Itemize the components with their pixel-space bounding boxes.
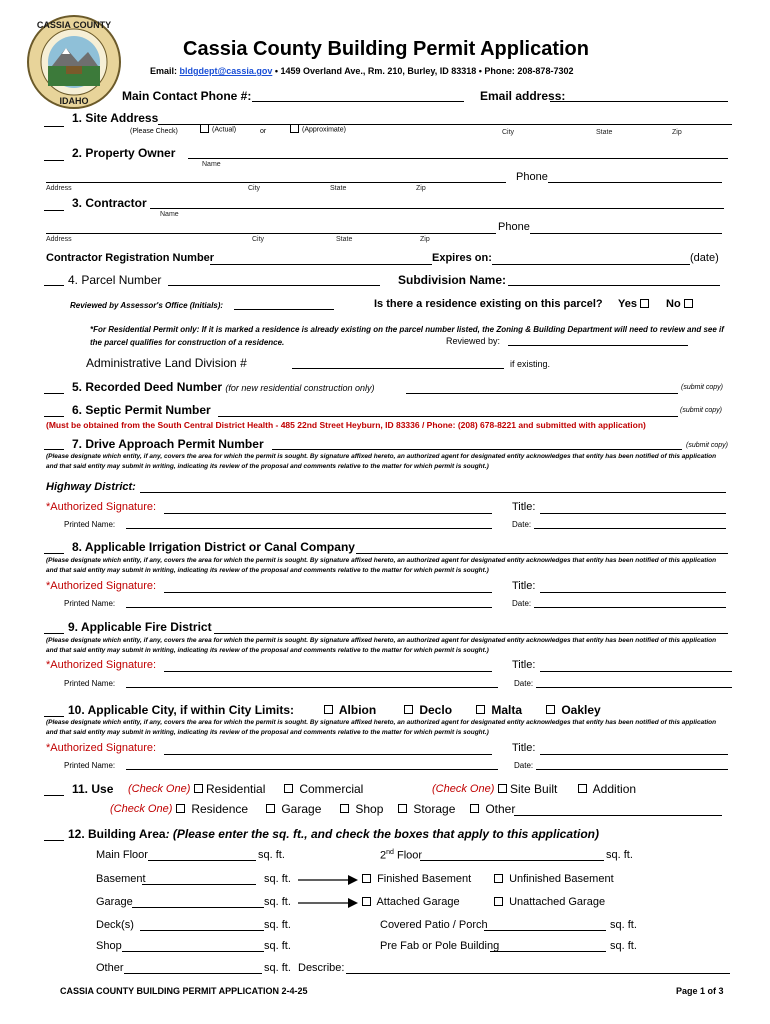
albion-checkbox[interactable] (324, 705, 333, 714)
owner-name-field[interactable] (188, 158, 728, 159)
contractor-label: 3. Contractor (72, 196, 147, 210)
residence-yes-checkbox[interactable] (640, 299, 649, 308)
irrigation-printed-name-field[interactable] (126, 607, 492, 608)
use-site-built-option[interactable] (498, 782, 557, 796)
garage-label: Garage (281, 802, 322, 816)
septic-permit-field[interactable] (218, 416, 678, 417)
deed-note: (for new residential construction only) (225, 383, 375, 393)
city-option-malta[interactable] (476, 703, 522, 717)
expires-label: Expires on: (432, 252, 492, 264)
parcel-number-label: 4. Parcel Number (68, 273, 162, 287)
covered-patio-label: Covered Patio / Porch (380, 919, 488, 931)
deed-number-label (72, 380, 374, 394)
fire-title-label: Title: (512, 659, 536, 671)
other-label: Other (485, 802, 516, 816)
drive-printed-name-label: Printed Name: (64, 520, 116, 529)
building-area-instructions: : (Please enter the sq. ft., and check the boxes that apply to this application) (165, 827, 599, 841)
site-address-label: 1. Site Address (72, 111, 159, 125)
attached-garage-option[interactable] (362, 896, 460, 908)
office-address: • 1459 Overland Ave., Rm. 210, Burley, ID 83318 • Phone: 208-878-7302 (274, 66, 574, 76)
unfinished-basement-option[interactable] (494, 873, 614, 885)
actual-checkbox[interactable] (200, 124, 209, 133)
reviewed-by-field[interactable] (508, 345, 688, 346)
use-addition-option[interactable] (578, 782, 636, 796)
city-check-blank[interactable] (44, 716, 64, 717)
residence-no-option[interactable] (666, 298, 696, 310)
city-date-field[interactable] (536, 769, 728, 770)
residence-yes-label: Yes (618, 298, 637, 310)
site-address-check-blank[interactable] (44, 126, 64, 127)
contractor-phone-label: Phone (498, 221, 530, 233)
contractor-check-blank[interactable] (44, 210, 64, 211)
site-state-caption: State (596, 129, 613, 136)
deed-number-field[interactable] (406, 393, 678, 394)
date-paren-label: (date) (690, 252, 719, 264)
residence-question: Is there a residence existing on this parcel? (374, 298, 603, 310)
shop-checkbox[interactable] (340, 804, 349, 813)
shop-label: Shop (355, 802, 384, 816)
garage-sqft: sq. ft. (264, 896, 291, 908)
pre-fab-label: Pre Fab or Pole Building (380, 940, 500, 952)
malta-label: Malta (491, 703, 523, 717)
contractor-registration-label: Contractor Registration Number (46, 252, 215, 264)
drive-approach-check-blank[interactable] (44, 449, 64, 450)
residence-no-label: No (666, 298, 681, 310)
garage-area-label: Garage (96, 896, 133, 908)
describe-field[interactable] (346, 973, 730, 974)
irrigation-district-field[interactable] (356, 553, 728, 554)
addition-label: Addition (592, 782, 637, 796)
actual-option[interactable] (200, 126, 236, 133)
page-number: Page 1 of 3 (676, 986, 724, 996)
county-seal-logo (26, 14, 122, 110)
owner-address-caption: Address (46, 185, 72, 192)
city-printed-name-field[interactable] (126, 769, 498, 770)
other-area-field[interactable] (124, 973, 262, 974)
subdivision-label: Subdivision Name: (398, 273, 507, 287)
unattached-garage-label: Unattached Garage (509, 896, 606, 908)
contractor-registration-field[interactable] (210, 264, 432, 265)
residential-permit-note: *For Residential Permit only: If it is marked a residence is already existing on the parcel number listed, the Zoning & Building Department will need to review and see if the parcel qualifies for construction of a residence. (90, 325, 724, 347)
site-address-field[interactable] (158, 124, 732, 125)
owner-phone-label: Phone (516, 171, 548, 183)
describe-label: Describe: (298, 962, 345, 974)
unfinished-basement-label: Unfinished Basement (509, 873, 614, 885)
contractor-zip-caption: Zip (420, 236, 430, 243)
other-sqft: sq. ft. (264, 962, 291, 974)
covered-patio-sqft: sq. ft. (610, 919, 637, 931)
reviewed-by-label: Reviewed by: (446, 336, 501, 346)
residential-checkbox[interactable] (194, 784, 203, 793)
main-floor-sqft: sq. ft. (258, 849, 285, 861)
deed-number-text: 5. Recorded Deed Number (72, 380, 223, 394)
owner-address-field[interactable] (46, 182, 506, 183)
use-label: 11. Use (72, 782, 114, 796)
city-title-label: Title: (512, 742, 536, 754)
drive-auth-signature-label: *Authorized Signature: (46, 501, 157, 513)
owner-phone-field[interactable] (548, 182, 722, 183)
basement-sqft: sq. ft. (264, 873, 291, 885)
septic-permit-label: 6. Septic Permit Number (72, 403, 211, 417)
shop-sqft: sq. ft. (264, 940, 291, 952)
deed-check-blank[interactable] (44, 393, 64, 394)
second-floor-label: 2nd Floor (380, 849, 423, 862)
fire-designate-note: (Please designate which entity, if any, covers the area for which the permit is sought. By signature affixed hereto, an authorized agent for designated entity acknowledges that entity has been notified of this application and that said entity may submit in writing, indicating its review of the proposal and comments relative to the matter for which permit is sought.) (46, 637, 717, 654)
declo-checkbox[interactable] (404, 705, 413, 714)
if-existing-label: if existing. (510, 359, 551, 369)
building-area-text: 12. Building Area (68, 827, 166, 841)
covered-patio-field[interactable] (484, 930, 606, 931)
city-printed-name-label: Printed Name: (64, 761, 116, 770)
storage-label: Storage (413, 802, 456, 816)
drive-designate-note: (Please designate which entity, if any, covers the area for which the permit is sought. By signature affixed hereto, an authorized agent for designated entity acknowledges that entity has been notified of this application and that said entity may submit in writing, indicating its review of the proposal and comments relative to the matter for which permit is sought.) (46, 453, 717, 470)
email-link[interactable]: bldgdept@cassia.gov (179, 66, 273, 76)
use-residence-option[interactable] (176, 802, 248, 816)
site-built-label: Site Built (510, 782, 558, 796)
fire-printed-name-field[interactable] (126, 687, 498, 688)
parcel-check-blank[interactable] (44, 285, 64, 286)
irrigation-date-label: Date: (512, 599, 532, 608)
email-label: Email: (150, 66, 178, 76)
svg-text:CASSIA COUNTY: CASSIA COUNTY (36, 20, 112, 30)
malta-checkbox[interactable] (476, 705, 485, 714)
residence-label: Residence (191, 802, 249, 816)
site-city-caption: City (502, 129, 515, 136)
city-title-field[interactable] (540, 754, 728, 755)
second-floor-sqft: sq. ft. (606, 849, 633, 861)
declo-label: Declo (419, 703, 453, 717)
city-option-oakley[interactable] (546, 703, 601, 717)
approximate-label: (Approximate) (302, 126, 346, 134)
addition-checkbox[interactable] (578, 784, 587, 793)
finished-basement-checkbox[interactable] (362, 874, 371, 883)
applicable-city-label: 10. Applicable City, if within City Limits: (68, 703, 295, 717)
garage-checkbox[interactable] (266, 804, 275, 813)
use-residential-option[interactable] (194, 782, 265, 796)
albion-label: Albion (338, 703, 377, 717)
finished-basement-option[interactable] (362, 873, 471, 885)
parcel-number-field[interactable] (168, 285, 380, 286)
garage-area-field[interactable] (132, 907, 264, 908)
attached-garage-label: Attached Garage (376, 896, 460, 908)
contractor-state-caption: State (336, 236, 353, 243)
use-other-field[interactable] (514, 815, 722, 816)
contractor-city-caption: City (252, 236, 265, 243)
admin-land-division-label: Administrative Land Division # (86, 356, 247, 370)
use-check-one-label: (Check One) (128, 783, 191, 795)
pre-fab-field[interactable] (490, 951, 606, 952)
second-floor-field[interactable] (420, 860, 604, 861)
septic-check-blank[interactable] (44, 416, 64, 417)
fire-date-label: Date: (514, 679, 534, 688)
septic-submit-copy: (submit copy) (680, 407, 723, 414)
finished-basement-label: Finished Basement (377, 873, 472, 885)
fire-check-blank[interactable] (44, 633, 64, 634)
main-floor-field[interactable] (148, 860, 256, 861)
site-zip-caption: Zip (672, 129, 682, 136)
shop-area-field[interactable] (122, 951, 264, 952)
assessor-initials-field[interactable] (234, 309, 334, 310)
irrigation-auth-signature-field[interactable] (164, 592, 492, 593)
please-check-label: (Please Check) (130, 128, 178, 135)
shop-area-label: Shop (96, 940, 122, 952)
main-floor-label: Main Floor (96, 849, 148, 861)
unfinished-basement-checkbox[interactable] (494, 874, 503, 883)
assessor-initials-label: Reviewed by Assessor's Office (Initials): (70, 301, 224, 310)
contractor-address-field[interactable] (46, 233, 496, 234)
commercial-checkbox[interactable] (284, 784, 293, 793)
commercial-label: Commercial (299, 782, 364, 796)
drive-submit-copy: (submit copy) (686, 442, 729, 449)
contractor-phone-field[interactable] (530, 233, 722, 234)
attached-garage-checkbox[interactable] (362, 897, 371, 906)
fire-auth-signature-label: *Authorized Signature: (46, 659, 157, 671)
approximate-checkbox[interactable] (290, 124, 299, 133)
contractor-address-caption: Address (46, 236, 72, 243)
fire-auth-signature-field[interactable] (164, 671, 492, 672)
irrigation-designate-note: (Please designate which entity, if any, covers the area for which the permit is sought. By signature affixed hereto, an authorized agent for designated entity acknowledges that entity has been notified of this application and that said entity may submit in writing, indicating its review of the proposal and comments relative to the matter for which permit is sought.) (46, 557, 717, 574)
basement-label: Basement (96, 873, 146, 885)
main-phone-field[interactable] (252, 101, 464, 102)
irrigation-date-field[interactable] (534, 607, 726, 608)
approximate-option[interactable] (290, 126, 346, 133)
city-option-albion[interactable] (324, 703, 376, 717)
use-storage-option[interactable] (398, 802, 455, 816)
irrigation-title-field[interactable] (540, 592, 726, 593)
building-area-check-blank[interactable] (44, 840, 64, 841)
city-designate-note: (Please designate which entity, if any, covers the area for which the permit is sought. By signature affixed hereto, an authorized agent for designated entity acknowledges that entity has been notified of this application and that said entity may submit in writing, indicating its review of the proposal and comments relative to the matter for which permit is sought.) (46, 719, 717, 736)
fire-date-field[interactable] (536, 687, 732, 688)
basement-field[interactable] (142, 884, 256, 885)
decks-label: Deck(s) (96, 919, 134, 931)
irrigation-district-label: 8. Applicable Irrigation District or Canal Company (72, 540, 355, 554)
pre-fab-sqft: sq. ft. (610, 940, 637, 952)
drive-auth-signature-field[interactable] (164, 513, 492, 514)
city-auth-signature-field[interactable] (164, 754, 492, 755)
use-garage-option[interactable] (266, 802, 321, 816)
owner-zip-caption: Zip (416, 185, 426, 192)
contractor-name-field[interactable] (150, 208, 724, 209)
decks-sqft: sq. ft. (264, 919, 291, 931)
drive-date-field[interactable] (534, 528, 726, 529)
storage-checkbox[interactable] (398, 804, 407, 813)
fire-title-field[interactable] (540, 671, 732, 672)
email-address-field[interactable] (550, 101, 728, 102)
expires-field[interactable] (492, 264, 690, 265)
basement-arrow-icon (298, 873, 358, 885)
city-option-declo[interactable] (404, 703, 452, 717)
or-label: or (260, 128, 267, 135)
other-checkbox[interactable] (470, 804, 479, 813)
residence-yes-option[interactable] (618, 298, 652, 310)
irrigation-printed-name-label: Printed Name: (64, 599, 116, 608)
city-date-label: Date: (514, 761, 534, 770)
oakley-checkbox[interactable] (546, 705, 555, 714)
fire-district-label: 9. Applicable Fire District (68, 620, 212, 634)
actual-label: (Actual) (212, 126, 237, 134)
unattached-garage-option[interactable] (494, 896, 605, 908)
form-identifier: CASSIA COUNTY BUILDING PERMIT APPLICATION 2-4-25 (60, 986, 308, 996)
svg-text:IDAHO: IDAHO (59, 96, 89, 106)
page-title: Cassia County Building Permit Application (183, 38, 589, 60)
highway-district-field[interactable] (140, 492, 726, 493)
building-type-check-one-label: (Check One) (110, 803, 173, 815)
oakley-label: Oakley (561, 703, 601, 717)
residential-label: Residential (206, 782, 266, 796)
drive-approach-field[interactable] (272, 449, 682, 450)
highway-district-label: Highway District: (46, 481, 136, 493)
use-shop-option[interactable] (340, 802, 383, 816)
irrigation-auth-signature-label: *Authorized Signature: (46, 580, 157, 592)
other-area-label: Other (96, 962, 124, 974)
site-built-checkbox[interactable] (498, 784, 507, 793)
use-commercial-option[interactable] (284, 782, 363, 796)
residence-checkbox[interactable] (176, 804, 185, 813)
construction-check-one-label: (Check One) (432, 783, 495, 795)
deed-submit-copy: (submit copy) (681, 384, 724, 391)
owner-check-blank[interactable] (44, 160, 64, 161)
owner-name-caption: Name (202, 161, 221, 168)
irrigation-check-blank[interactable] (44, 553, 64, 554)
drive-title-field[interactable] (540, 513, 726, 514)
fire-district-field[interactable] (214, 633, 728, 634)
decks-field[interactable] (140, 930, 264, 931)
property-owner-label: 2. Property Owner (72, 146, 176, 160)
subdivision-field[interactable] (508, 285, 720, 286)
contractor-name-caption: Name (160, 211, 179, 218)
owner-city-caption: City (248, 185, 261, 192)
drive-printed-name-field[interactable] (126, 528, 492, 529)
irrigation-title-label: Title: (512, 580, 536, 592)
contact-line (150, 66, 573, 76)
owner-state-caption: State (330, 185, 347, 192)
unattached-garage-checkbox[interactable] (494, 897, 503, 906)
use-check-blank[interactable] (44, 795, 64, 796)
garage-arrow-icon (298, 896, 358, 908)
building-area-label (68, 827, 599, 841)
use-other-option[interactable] (470, 802, 515, 816)
main-phone-label: Main Contact Phone #: (122, 89, 252, 103)
residence-no-checkbox[interactable] (684, 299, 693, 308)
fire-printed-name-label: Printed Name: (64, 679, 116, 688)
admin-land-division-field[interactable] (292, 368, 504, 369)
email-address-label: Email address: (480, 89, 566, 103)
drive-approach-label: 7. Drive Approach Permit Number (72, 437, 264, 451)
city-auth-signature-label: *Authorized Signature: (46, 742, 157, 754)
septic-district-note: (Must be obtained from the South Central District Health - 485 22nd Street Heyburn, ID 83336 / Phone: (208) 678-8221 and submitted with application) (46, 420, 646, 430)
drive-title-label: Title: (512, 501, 536, 513)
drive-date-label: Date: (512, 520, 532, 529)
